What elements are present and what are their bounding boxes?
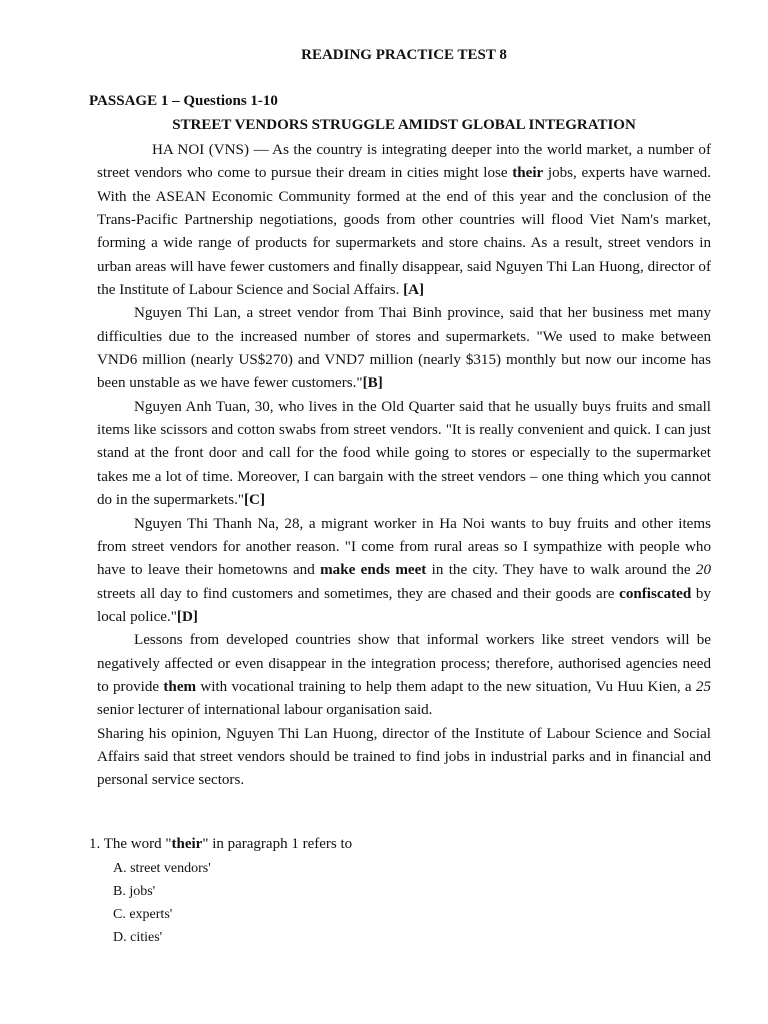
paragraph-text: Nguyen Anh Tuan, 30, who lives in the Old Quarter said that he usually buys fruits and small items like scissors and cotton swabs from street vendors. "It is really convenient and quick. I can just stand at the front door and call for the food while going to stores or especially to the supermarket takes me a lot of time. Moreover, I can bargain with the street vendors – one thing which you cannot do in the supermarkets." [97,398,711,509]
option-b[interactable]: B. jobs' [113,884,156,899]
highlighted-word: their [512,165,544,182]
italic-number: 20 [695,562,711,579]
highlighted-word: confiscated [619,585,692,602]
highlighted-word: them [163,678,197,695]
question-text: The word " [100,836,172,852]
passage-body [97,139,711,793]
paragraph-text: HA NOI (VNS) — As the country is integrating deeper into the world market, a number of street vendors who come to pursue their dream in cities might lose [97,142,711,182]
paragraph-2 [97,302,711,395]
paragraph-text: by local police." [97,585,712,625]
highlighted-phrase: make ends meet [320,562,427,579]
option-c[interactable]: C. experts' [113,907,173,922]
insertion-marker: [A] [403,282,425,299]
paragraph-text: with vocational training to help them adapt to the new situation, Vu Huu Kien, a [196,678,696,695]
page-title: READING PRACTICE TEST 8 [301,47,507,63]
question-1 [89,833,352,856]
paragraph-text: Nguyen Thi Lan, a street vendor from Thai Binh province, said that her business met many difficulties due to the increased number of stores and supermarkets. "We used to make between VND6 million (nearly US$270) and VND7 million (nearly $315) monthly but now our income has been unstable as we have fewer customers." [97,305,711,392]
paragraph-3 [97,396,711,513]
option-a[interactable]: A. street vendors' [113,861,211,876]
paragraph-text: jobs, experts have warned. With the ASEAN Economic Community formed at the end of this year and the conclusion of the Trans-Pacific Partnership negotiations, goods from other countries will flood Viet Nam's market, forming a wide range of products for supermarkets and store chains. As a result, street vendors in urban areas will have fewer customers and finally disappear, said Nguyen Thi Lan Huong, director of the Institute of Labour Science and Social Affairs. [97,165,711,299]
insertion-marker: [B] [362,375,383,392]
paragraph-text: in the city. They have to walk around the [426,562,696,579]
paragraph-6 [97,723,711,793]
paragraph-text: Sharing his opinion, Nguyen Thi Lan Huong, director of the Institute of Labour Science and Social Affairs said that street vendors should be trained to find jobs in industrial parks and in financial and personal service sectors. [97,725,711,789]
paragraph-5 [97,629,711,722]
paragraph-1 [97,139,711,302]
question-keyword: their [171,836,203,852]
answer-options [113,857,211,949]
passage-label: PASSAGE 1 – Questions 1-10 [89,93,278,109]
insertion-marker: [D] [176,608,198,625]
question-number: 1. [89,836,101,852]
insertion-marker: [C] [244,492,265,509]
paragraph-text: Lessons from developed countries show that informal workers like street vendors will be negatively affected or even disappear in the integration process; therefore, authorised agencies need to provide [97,632,711,695]
option-d[interactable]: D. cities' [113,930,163,945]
passage-title: STREET VENDORS STRUGGLE AMIDST GLOBAL INTEGRATION [172,117,636,133]
paragraph-4 [97,513,711,630]
paragraph-text: senior lecturer of international labour organisation said. [97,702,433,719]
italic-number: 25 [695,678,711,695]
paragraph-text: Nguyen Thi Thanh Na, 28, a migrant worker in Ha Noi wants to buy fruits and other items from street vendors for another reason. "I come from rural areas so I sympathize with people who have to leave their hometowns and [97,515,711,579]
question-text: " in paragraph 1 refers to [202,836,353,852]
paragraph-text: streets all day to find customers and sometimes, they are chased and their goods are [97,585,620,602]
